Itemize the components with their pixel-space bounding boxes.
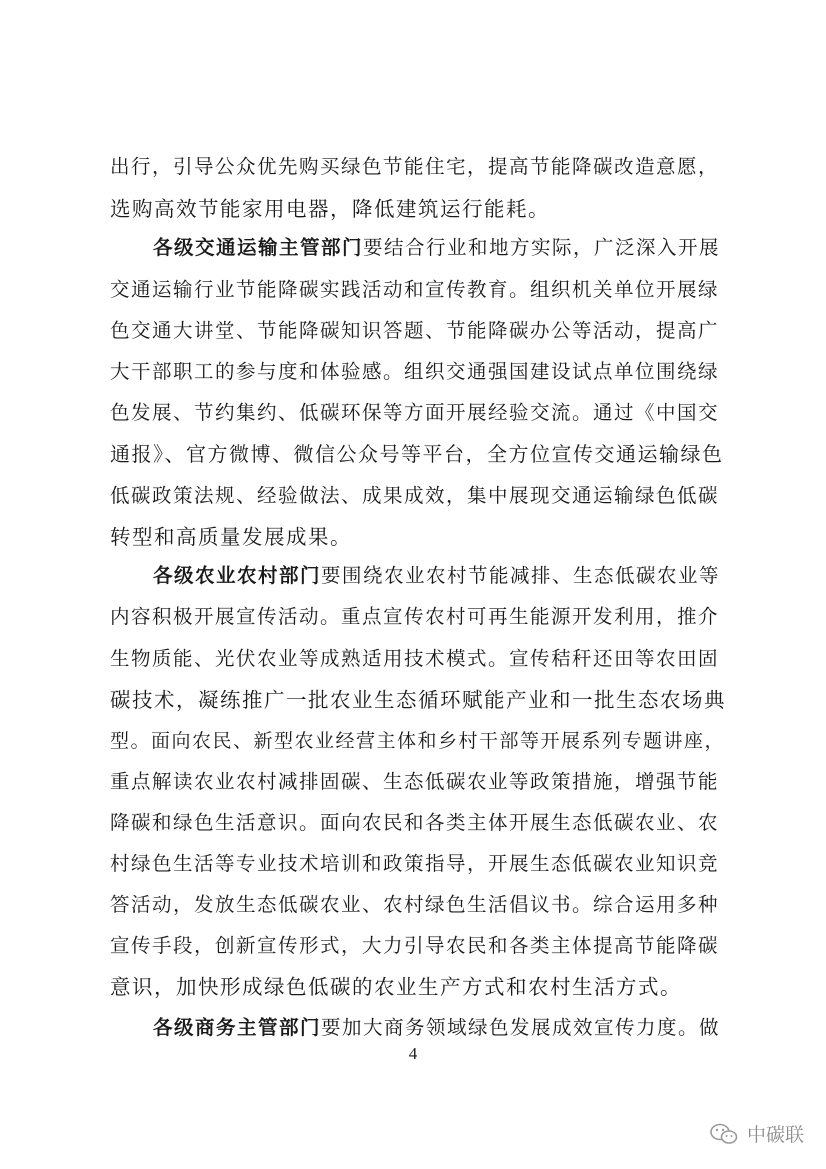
wechat-icon: [709, 1122, 739, 1146]
text-segment: 型。面向农民、新型农业经营主体和乡村干部等开展系列专题讲座，: [110, 730, 726, 752]
text-segment: 要结合行业和地方实际，广泛深入开展: [363, 236, 721, 259]
department-heading: 各级农业农村部门: [153, 564, 322, 587]
page-number: 4: [408, 1044, 418, 1063]
text-line: [110, 767, 719, 797]
text-segment: 要围绕农业农村节能减排、生态低碳农业等: [321, 564, 721, 587]
text-line: [110, 275, 719, 305]
text-line: [110, 602, 719, 632]
department-heading: 各级商务主管部门: [153, 1016, 322, 1039]
text-line: [110, 890, 719, 920]
text-segment: 大干部职工的参与度和体验感。组织交通强国建设试点单位围绕绿: [110, 360, 720, 383]
text-line: [110, 481, 719, 511]
text-segment: 答活动，发放生态低碳农业、农村绿色生活倡议书。综合运用多种: [110, 893, 720, 916]
text-line: [153, 1013, 720, 1043]
text-line: [110, 316, 719, 346]
text-segment: 转型和高质量发展成果。: [110, 525, 352, 549]
text-line: [110, 152, 719, 182]
text-line: [110, 357, 719, 387]
text-line: [110, 931, 719, 961]
text-line: [110, 808, 719, 838]
text-line: [110, 398, 719, 428]
text-segment: 低碳政策法规、经验做法、成果成效，集中展现交通运输绿色低碳: [110, 484, 720, 507]
text-line: [110, 726, 725, 756]
text-line: [110, 522, 352, 552]
department-heading: 各级交通运输主管部门: [153, 236, 364, 259]
text-segment: 村绿色生活等专业技术培训和政策指导，开展生态低碳农业知识竞: [110, 852, 720, 875]
text-segment: 交通运输行业节能降碳实践活动和宣传教育。组织机关单位开展绿: [110, 278, 720, 301]
text-segment: 宣传手段，创新宣传形式，大力引导农民和各类主体提高节能降碳: [110, 934, 720, 957]
text-segment: 出行，引导公众优先购买绿色节能住宅，提高节能降碳改造意愿，: [110, 155, 720, 178]
text-segment: 重点解读农业农村减排固碳、生态低碳农业等政策措施，增强节能: [110, 770, 720, 793]
watermark-label: 中碳联: [746, 1124, 804, 1146]
text-line: [110, 194, 550, 224]
text-segment: 要加大商务领域绿色发展成效宣传力度。做: [321, 1016, 721, 1039]
text-segment: 选购高效节能家用电器，降低建筑运行能耗。: [110, 197, 550, 221]
text-segment: 色交通大讲堂、节能降碳知识答题、节能降碳办公等活动，提高广: [110, 319, 720, 342]
text-segment: 意识，加快形成绿色低碳的农业生产方式和农村生活方式。: [110, 975, 682, 999]
text-line: [110, 644, 719, 674]
text-segment: 通报》、官方微博、微信公众号等平台，全方位宣传交通运输绿色: [110, 442, 724, 466]
text-line: [110, 685, 726, 715]
text-line: [110, 439, 724, 469]
text-line: [110, 972, 682, 1002]
text-line: [110, 849, 719, 879]
watermark: [709, 1120, 804, 1147]
text-segment: 色发展、节约集约、低碳环保等方面开展经验交流。通过《中国交: [110, 401, 720, 424]
text-line: [153, 561, 720, 591]
text-segment: 内容积极开展宣传活动。重点宣传农村可再生能源开发利用，推介: [110, 605, 720, 628]
text-segment: 降碳和绿色生活意识。面向农民和各类主体开展生态低碳农业、农: [110, 811, 720, 834]
text-segment: 生物质能、光伏农业等成熟适用技术模式。宣传秸秆还田等农田固: [110, 647, 720, 670]
text-segment: 碳技术，凝练推广一批农业生态循环赋能产业和一批生态农场典: [110, 688, 726, 712]
text-line: [153, 233, 720, 263]
